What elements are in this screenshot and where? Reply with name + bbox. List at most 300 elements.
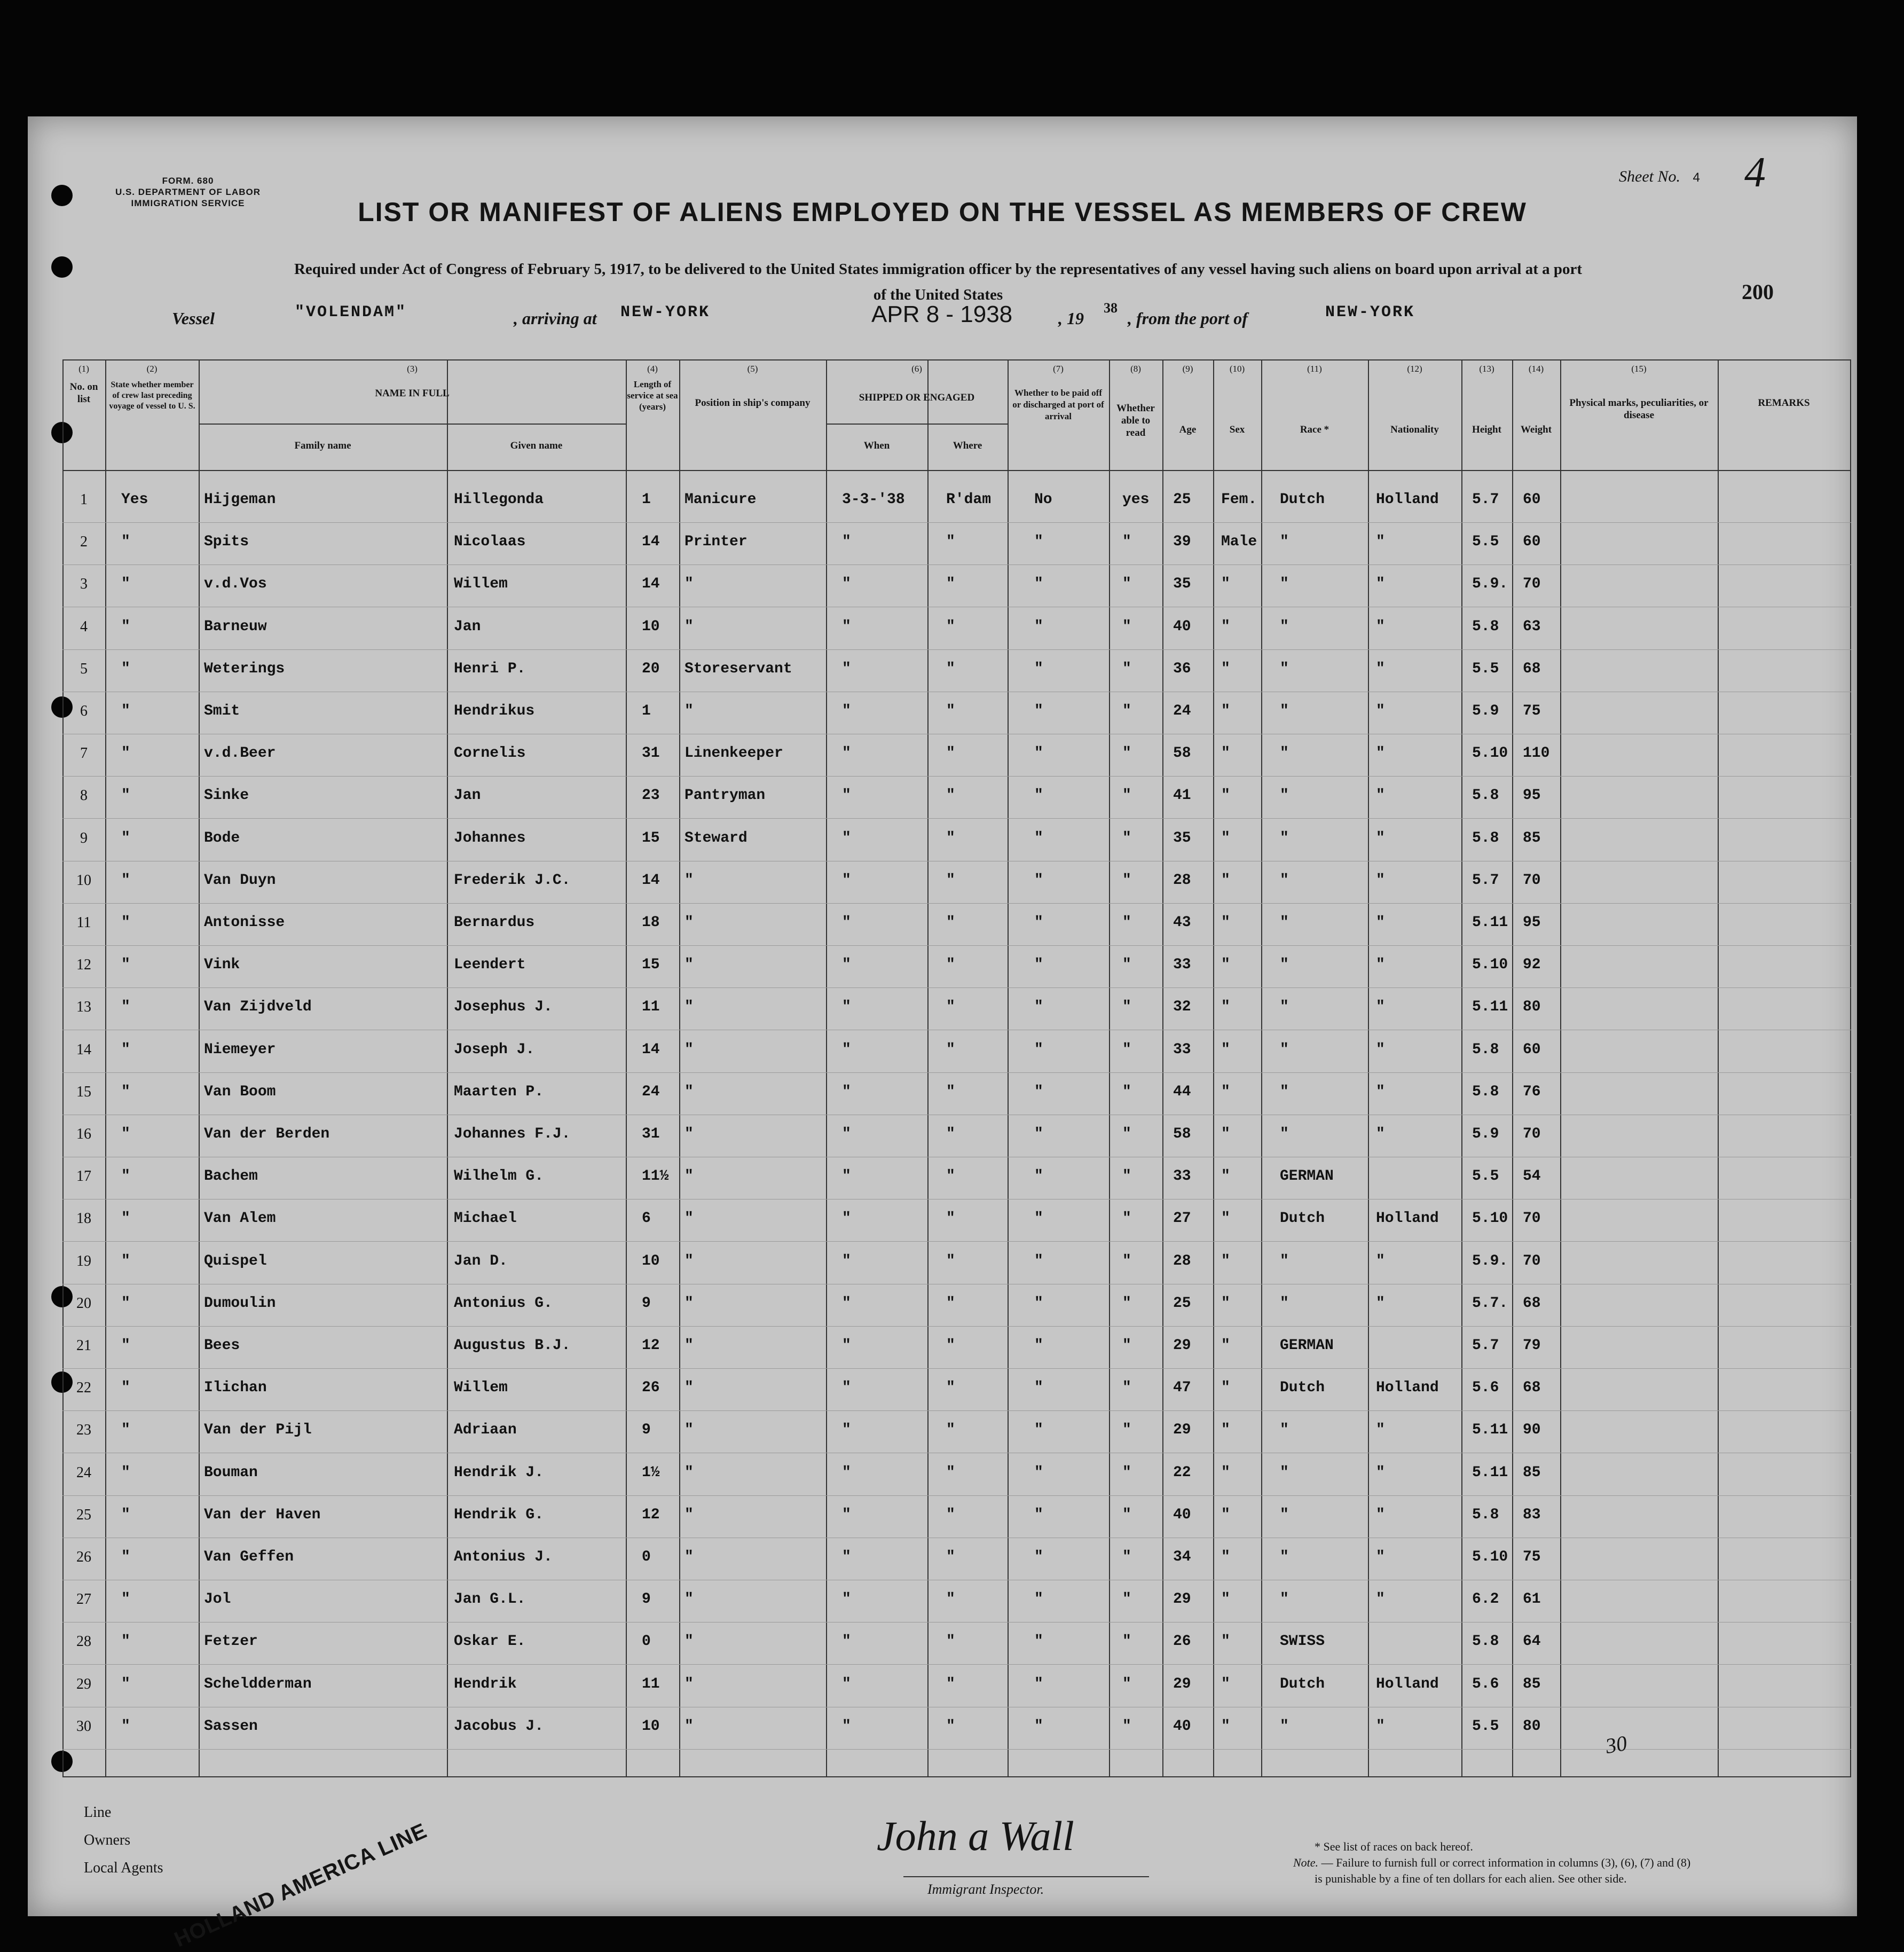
sheet-number: [1619, 168, 1700, 186]
col-number-7: (7): [1053, 364, 1064, 374]
inspector-title: Immigrant Inspector.: [927, 1882, 1044, 1897]
cell-no: 24: [76, 1464, 91, 1481]
cell-crew: ": [121, 1422, 130, 1439]
cell-age: 29: [1173, 1591, 1191, 1608]
cell-race: Dutch: [1280, 1210, 1325, 1227]
cell-position: Storeservant: [685, 660, 792, 677]
cell-no: 2: [80, 534, 88, 551]
cell-when: ": [842, 618, 851, 635]
cell-sex: ": [1221, 1718, 1230, 1735]
cell-nationality: ": [1376, 1126, 1385, 1142]
cell-crew: ": [121, 1379, 130, 1397]
cell-where: ": [946, 999, 955, 1016]
row-rule: [62, 1495, 1851, 1496]
bottom-labels: [84, 1799, 163, 1882]
list-count: 200: [1742, 280, 1774, 304]
owners-label: Owners: [84, 1832, 131, 1848]
col-number-4: (4): [647, 364, 658, 374]
cell-family: Van der Haven: [204, 1506, 321, 1523]
cell-given: Frederik J.C.: [454, 872, 571, 889]
cell-age: 34: [1173, 1549, 1191, 1565]
manifest-sheet: [28, 116, 1857, 1952]
cell-where: ": [946, 660, 955, 677]
cell-when: ": [842, 1337, 851, 1354]
cell-where: ": [946, 1379, 955, 1397]
cell-weight: 85: [1523, 829, 1541, 846]
cell-nationality: Holland: [1376, 491, 1439, 508]
inspector-signature: John a Wall: [877, 1813, 1074, 1859]
cell-height: 5.5: [1472, 534, 1499, 551]
cell-race: ": [1280, 1041, 1289, 1058]
table-bottom-border: [62, 1776, 1851, 1777]
cell-sex: ": [1221, 1126, 1230, 1142]
cell-crew: ": [121, 1041, 130, 1058]
cell-race: ": [1280, 1422, 1289, 1439]
cell-race: ": [1280, 999, 1289, 1016]
cell-family: Sassen: [204, 1718, 258, 1735]
line-label: Line: [84, 1804, 112, 1821]
cell-height: 5.8: [1472, 1506, 1499, 1523]
cell-given: Nicolaas: [454, 534, 526, 551]
cell-where: ": [946, 957, 955, 974]
cell-where: ": [946, 1295, 955, 1312]
cell-weight: 70: [1523, 576, 1541, 593]
cell-service: 0: [642, 1633, 651, 1650]
cell-paid: ": [1034, 1168, 1043, 1185]
cell-read: ": [1122, 534, 1131, 551]
cell-where: ": [946, 1041, 955, 1058]
cell-service: 20: [642, 660, 660, 677]
header-name-in-full: NAME IN FULL: [375, 388, 450, 399]
cell-paid: ": [1034, 1549, 1043, 1565]
cell-when: ": [842, 1549, 851, 1565]
cell-given: Leendert: [454, 957, 526, 974]
cell-nationality: Holland: [1376, 1210, 1439, 1227]
header-age: Age: [1179, 424, 1197, 435]
cell-race: SWISS: [1280, 1633, 1325, 1650]
cell-service: 6: [642, 1210, 651, 1227]
cell-height: 5.7: [1472, 491, 1499, 508]
cell-no: 7: [80, 745, 88, 762]
cell-read: ": [1122, 660, 1131, 677]
cell-read: ": [1122, 999, 1131, 1016]
cell-service: 24: [642, 1083, 660, 1100]
cell-position: ": [685, 1506, 694, 1523]
cell-read: ": [1122, 1718, 1131, 1735]
cell-where: ": [946, 1337, 955, 1354]
cell-nationality: ": [1376, 787, 1385, 804]
cell-service: 15: [642, 957, 660, 974]
cell-given: Jan D.: [454, 1252, 508, 1269]
cell-weight: 90: [1523, 1422, 1541, 1439]
cell-crew: ": [121, 829, 130, 846]
cell-age: 35: [1173, 576, 1191, 593]
departure-port: NEW-YORK: [1325, 303, 1415, 322]
cell-service: 14: [642, 534, 660, 551]
cell-paid: ": [1034, 1337, 1043, 1354]
cell-no: 10: [76, 872, 91, 889]
cell-weight: 54: [1523, 1168, 1541, 1185]
cell-when: ": [842, 576, 851, 593]
cell-weight: 60: [1523, 534, 1541, 551]
cell-weight: 85: [1523, 1464, 1541, 1481]
cell-where: ": [946, 914, 955, 931]
cell-nationality: ": [1376, 1464, 1385, 1481]
cell-when: 3-3-'38: [842, 491, 905, 508]
cell-service: 0: [642, 1549, 651, 1565]
requirement-text: [92, 256, 1784, 308]
cell-where: ": [946, 1422, 955, 1439]
cell-nationality: ": [1376, 1506, 1385, 1523]
cell-read: ": [1122, 1295, 1131, 1312]
header-paid-off: Whether to be paid off or discharged at port of arrival: [1012, 388, 1104, 421]
cell-no: 6: [80, 703, 88, 719]
cell-family: Bachem: [204, 1168, 258, 1185]
cell-no: 12: [76, 957, 91, 974]
cell-family: Van Duyn: [204, 872, 276, 889]
header-nationality: Nationality: [1390, 424, 1439, 435]
cell-given: Henri P.: [454, 660, 526, 677]
requirement-line-1: Required under Act of Congress of February 5, 1917, to be delivered to the United States immigration officer by the representatives of any vessel having such aliens on board upon arrival at a port: [294, 261, 1583, 278]
cell-paid: ": [1034, 1295, 1043, 1312]
cell-age: 39: [1173, 534, 1191, 551]
cell-given: Augustus B.J.: [454, 1337, 571, 1354]
cell-crew: ": [121, 1549, 130, 1565]
cell-read: ": [1122, 703, 1131, 719]
cell-position: ": [685, 576, 694, 593]
cell-position: ": [685, 999, 694, 1016]
cell-service: 1: [642, 491, 651, 508]
cell-where: ": [946, 1506, 955, 1523]
cell-read: ": [1122, 1210, 1131, 1227]
cell-sex: ": [1221, 576, 1230, 593]
cell-service: 15: [642, 829, 660, 846]
cell-service: 26: [642, 1379, 660, 1397]
cell-read: ": [1122, 787, 1131, 804]
cell-when: ": [842, 534, 851, 551]
cell-paid: ": [1034, 618, 1043, 635]
cell-where: ": [946, 1675, 955, 1692]
cell-family: Ilichan: [204, 1379, 267, 1397]
cell-position: ": [685, 1633, 694, 1650]
row-rule: [62, 1368, 1851, 1369]
cell-paid: ": [1034, 1126, 1043, 1142]
cell-age: 40: [1173, 618, 1191, 635]
cell-given: Johannes F.J.: [454, 1126, 571, 1142]
header-weight: Weight: [1520, 424, 1552, 435]
cell-service: 10: [642, 1718, 660, 1735]
col-number-10: (10): [1229, 364, 1245, 374]
cell-sex: ": [1221, 1337, 1230, 1354]
arrival-date-stamp: APR 8 - 1938: [871, 301, 1013, 327]
cell-race: ": [1280, 1464, 1289, 1481]
cell-race: ": [1280, 745, 1289, 762]
header-family-name: Family name: [294, 440, 351, 451]
cell-read: ": [1122, 618, 1131, 635]
cell-paid: ": [1034, 1633, 1043, 1650]
cell-where: ": [946, 1633, 955, 1650]
sheet-label: Sheet No.: [1619, 168, 1680, 185]
cell-height: 5.8: [1472, 1633, 1499, 1650]
cell-crew: ": [121, 1083, 130, 1100]
cell-age: 58: [1173, 745, 1191, 762]
cell-paid: ": [1034, 787, 1043, 804]
cell-crew: ": [121, 1210, 130, 1227]
cell-crew: ": [121, 1168, 130, 1185]
col-number-5: (5): [747, 364, 758, 374]
col-number-9: (9): [1182, 364, 1193, 374]
row-rule: [62, 1326, 1851, 1327]
vessel-line: [172, 300, 1763, 341]
cell-service: 11: [642, 1675, 660, 1692]
cell-height: 5.8: [1472, 787, 1499, 804]
cell-position: ": [685, 1252, 694, 1269]
cell-age: 33: [1173, 1041, 1191, 1058]
cell-sex: ": [1221, 1633, 1230, 1650]
cell-height: 5.7: [1472, 1337, 1499, 1354]
cell-nationality: ": [1376, 1295, 1385, 1312]
cell-weight: 80: [1523, 1718, 1541, 1735]
row-rule: [62, 522, 1851, 523]
cell-family: Van Alem: [204, 1210, 276, 1227]
cell-position: ": [685, 1041, 694, 1058]
cell-family: Weterings: [204, 660, 285, 677]
cell-no: 25: [76, 1506, 91, 1523]
cell-given: Antonius G.: [454, 1295, 553, 1312]
cell-weight: 63: [1523, 618, 1541, 635]
cell-position: ": [685, 1549, 694, 1565]
cell-race: Dutch: [1280, 491, 1325, 508]
cell-sex: ": [1221, 1422, 1230, 1439]
cell-paid: ": [1034, 1675, 1043, 1692]
cell-height: 5.11: [1472, 999, 1508, 1016]
cell-position: Printer: [685, 534, 748, 551]
cell-family: Fetzer: [204, 1633, 258, 1650]
cell-when: ": [842, 914, 851, 931]
cell-race: ": [1280, 703, 1289, 719]
cell-service: 14: [642, 1041, 660, 1058]
cell-crew: ": [121, 1252, 130, 1269]
cell-paid: ": [1034, 829, 1043, 846]
cell-where: ": [946, 1210, 955, 1227]
row-rule: [62, 818, 1851, 819]
cell-no: 3: [80, 576, 88, 593]
cell-weight: 95: [1523, 914, 1541, 931]
cell-given: Joseph J.: [454, 1041, 535, 1058]
cell-service: 10: [642, 1252, 660, 1269]
cell-family: Scheldderman: [204, 1675, 312, 1692]
cell-age: 25: [1173, 1295, 1191, 1312]
header-where: Where: [953, 440, 982, 451]
cell-height: 5.8: [1472, 1083, 1499, 1100]
cell-age: 40: [1173, 1506, 1191, 1523]
cell-service: 14: [642, 872, 660, 889]
cell-no: 23: [76, 1422, 91, 1439]
cell-crew: ": [121, 1295, 130, 1312]
cell-when: ": [842, 1464, 851, 1481]
cell-position: Pantryman: [685, 787, 766, 804]
cell-height: 5.11: [1472, 1422, 1508, 1439]
cell-race: ": [1280, 957, 1289, 974]
cell-age: 29: [1173, 1675, 1191, 1692]
cell-when: ": [842, 999, 851, 1016]
cell-paid: ": [1034, 999, 1043, 1016]
cell-crew: ": [121, 703, 130, 719]
cell-sex: ": [1221, 703, 1230, 719]
cell-service: 31: [642, 1126, 660, 1142]
cell-family: Spits: [204, 534, 249, 551]
cell-sex: ": [1221, 1210, 1230, 1227]
cell-age: 26: [1173, 1633, 1191, 1650]
cell-no: 9: [80, 829, 88, 846]
cell-nationality: Holland: [1376, 1379, 1439, 1397]
cell-weight: 68: [1523, 1295, 1541, 1312]
cell-sex: ": [1221, 787, 1230, 804]
form-number: FORM. 680: [162, 176, 214, 186]
cell-where: ": [946, 1591, 955, 1608]
cell-service: 9: [642, 1591, 651, 1608]
cell-sex: Fem.: [1221, 491, 1257, 508]
cell-crew: ": [121, 745, 130, 762]
cell-weight: 64: [1523, 1633, 1541, 1650]
cell-family: Van Zijdveld: [204, 999, 312, 1016]
cell-when: ": [842, 1633, 851, 1650]
row-rule: [62, 903, 1851, 904]
cell-nationality: Holland: [1376, 1675, 1439, 1692]
cell-crew: Yes: [121, 491, 148, 508]
cell-family: v.d.Vos: [204, 576, 267, 593]
cell-given: Jacobus J.: [454, 1718, 544, 1735]
cell-given: Michael: [454, 1210, 517, 1227]
cell-nationality: ": [1376, 1591, 1385, 1608]
cell-nationality: ": [1376, 914, 1385, 931]
signature-line: [903, 1876, 1149, 1877]
row-rule: [62, 1072, 1851, 1073]
cell-paid: ": [1034, 1464, 1043, 1481]
cell-height: 5.10: [1472, 1210, 1508, 1227]
cell-read: ": [1122, 1422, 1131, 1439]
cell-paid: ": [1034, 1379, 1043, 1397]
cell-when: ": [842, 1591, 851, 1608]
cell-sex: ": [1221, 1252, 1230, 1269]
cell-when: ": [842, 1126, 851, 1142]
cell-position: ": [685, 1591, 694, 1608]
cell-read: ": [1122, 1506, 1131, 1523]
cell-where: ": [946, 534, 955, 551]
cell-nationality: ": [1376, 534, 1385, 551]
cell-weight: 61: [1523, 1591, 1541, 1608]
cell-service: 14: [642, 576, 660, 593]
cell-when: ": [842, 1379, 851, 1397]
cell-race: ": [1280, 1126, 1289, 1142]
cell-nationality: ": [1376, 745, 1385, 762]
cell-when: ": [842, 660, 851, 677]
cell-family: Bees: [204, 1337, 240, 1354]
row-rule: [62, 1749, 1851, 1750]
cell-race: ": [1280, 1252, 1289, 1269]
cell-no: 22: [76, 1379, 91, 1397]
cell-age: 33: [1173, 1168, 1191, 1185]
cell-when: ": [842, 1168, 851, 1185]
cell-position: Linenkeeper: [685, 745, 783, 762]
sheet-handwritten-number: 4: [1744, 149, 1766, 196]
col-number-11: (11): [1307, 364, 1322, 374]
cell-age: 32: [1173, 999, 1191, 1016]
cell-weight: 110: [1523, 745, 1550, 762]
cell-paid: ": [1034, 1506, 1043, 1523]
cell-paid: ": [1034, 957, 1043, 974]
cell-sex: ": [1221, 618, 1230, 635]
cell-weight: 60: [1523, 491, 1541, 508]
cell-weight: 68: [1523, 660, 1541, 677]
cell-race: ": [1280, 829, 1289, 846]
cell-position: ": [685, 1718, 694, 1735]
cell-read: ": [1122, 1591, 1131, 1608]
cell-where: ": [946, 1168, 955, 1185]
cell-where: ": [946, 1083, 955, 1100]
cell-no: 15: [76, 1083, 91, 1100]
cell-given: Josephus J.: [454, 999, 553, 1016]
cell-position: ": [685, 1379, 694, 1397]
cell-service: 12: [642, 1337, 660, 1354]
cell-read: ": [1122, 957, 1131, 974]
cell-weight: 95: [1523, 787, 1541, 804]
cell-when: ": [842, 1506, 851, 1523]
cell-given: Hillegonda: [454, 491, 544, 508]
cell-family: v.d.Beer: [204, 745, 276, 762]
footnote-failure: — Failure to furnish full or correct information in columns (3), (6), (7) and (8): [1321, 1856, 1691, 1869]
cell-when: ": [842, 703, 851, 719]
cell-when: ": [842, 872, 851, 889]
cell-service: 9: [642, 1422, 651, 1439]
cell-service: 12: [642, 1506, 660, 1523]
cell-when: ": [842, 745, 851, 762]
cell-sex: ": [1221, 1675, 1230, 1692]
cell-weight: 70: [1523, 1126, 1541, 1142]
cell-age: 27: [1173, 1210, 1191, 1227]
cell-given: Jan G.L.: [454, 1591, 526, 1608]
cell-given: Maarten P.: [454, 1083, 544, 1100]
cell-family: Van Geffen: [204, 1549, 294, 1565]
cell-race: ": [1280, 1718, 1289, 1735]
margin-note: 30: [1603, 1730, 1629, 1759]
row-rule: [62, 987, 1851, 988]
cell-read: ": [1122, 745, 1131, 762]
cell-read: ": [1122, 1337, 1131, 1354]
cell-read: ": [1122, 829, 1131, 846]
cell-paid: ": [1034, 703, 1043, 719]
cell-given: Cornelis: [454, 745, 526, 762]
row-rule: [62, 945, 1851, 946]
cell-where: ": [946, 745, 955, 762]
cell-race: ": [1280, 914, 1289, 931]
cell-given: Hendrikus: [454, 703, 535, 719]
cell-weight: 80: [1523, 999, 1541, 1016]
cell-race: ": [1280, 1591, 1289, 1608]
cell-given: Hendrik J.: [454, 1464, 544, 1481]
cell-where: ": [946, 829, 955, 846]
cell-race: ": [1280, 1083, 1289, 1100]
cell-weight: 70: [1523, 1252, 1541, 1269]
cell-given: Hendrik: [454, 1675, 517, 1692]
cell-read: ": [1122, 1549, 1131, 1565]
cell-no: 27: [76, 1591, 91, 1608]
cell-position: ": [685, 703, 694, 719]
punch-hole: [51, 256, 73, 278]
cell-nationality: ": [1376, 1422, 1385, 1439]
header-physical-marks: Physical marks, peculiarities, or disease: [1569, 397, 1709, 421]
cell-weight: 76: [1523, 1083, 1541, 1100]
